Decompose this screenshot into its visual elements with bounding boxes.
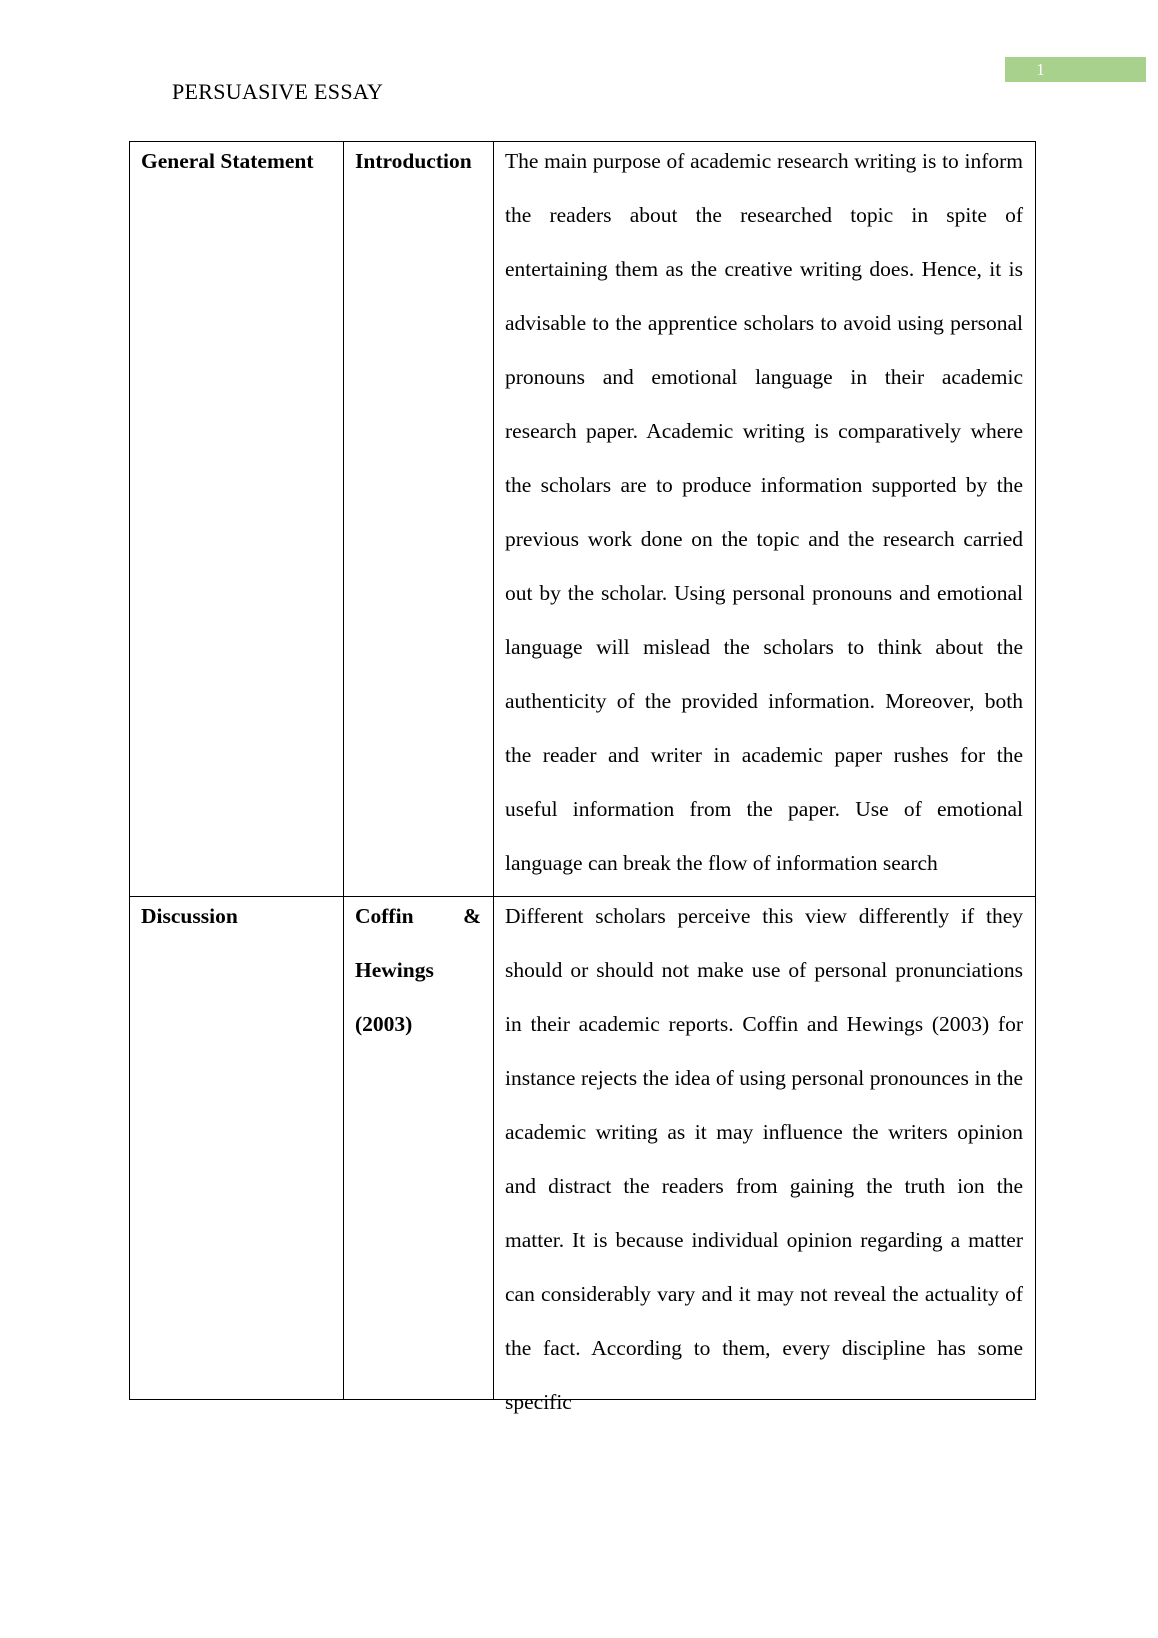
source-label: Introduction [355,149,472,173]
running-head: PERSUASIVE ESSAY [172,79,384,104]
page-number: 1 [1005,57,1146,82]
introduction-text: The main purpose of academic research writing is to inform the readers about the researched topic in spite of entertaining them as the creative writing does. Hence, it is advisable to the apprentice scholars to avoid using personal pronouns and emotional language in their academic research paper. Academic writing is comparatively where the scholars are to produce information supported by the previous work done on the topic and the research carried out by the scholar. Using personal pronouns and emotional language will mislead the scholars to think about the authenticity of the provided information. Moreover, both the reader and writer in academic paper rushes for the useful information from the paper. Use of emotional language can break the flow of information search [505,149,1023,875]
source-ampersand: & [463,904,481,928]
table-row [130,142,1036,897]
source-author-2: Hewings [355,958,434,982]
source-label-cell [344,897,494,1400]
section-label: Discussion [141,904,238,928]
section-label: General Statement [141,149,314,173]
source-label-cell [344,142,494,897]
content-cell [494,897,1036,1414]
table-row [130,897,1036,1400]
section-label-cell [130,142,344,897]
source-author-1: Coffin [355,904,414,928]
source-label-line [355,889,481,943]
content-cell [494,142,1036,897]
source-year: (2003) [355,1012,413,1036]
section-label-cell [130,897,344,1400]
essay-outline-table [129,141,1036,1414]
discussion-text: Different scholars perceive this view differently if they should or should not make use of personal pronunciations in their academic reports. Coffin and Hewings (2003) for instance rejects the idea of using personal pronounces in the academic writing as it may influence the writers opinion and distract the readers from gaining the truth ion the matter. It is because individual opinion regarding a matter can considerably vary and it may not reveal the actuality of the fact. According to them, every discipline has some specific [505,904,1023,1414]
